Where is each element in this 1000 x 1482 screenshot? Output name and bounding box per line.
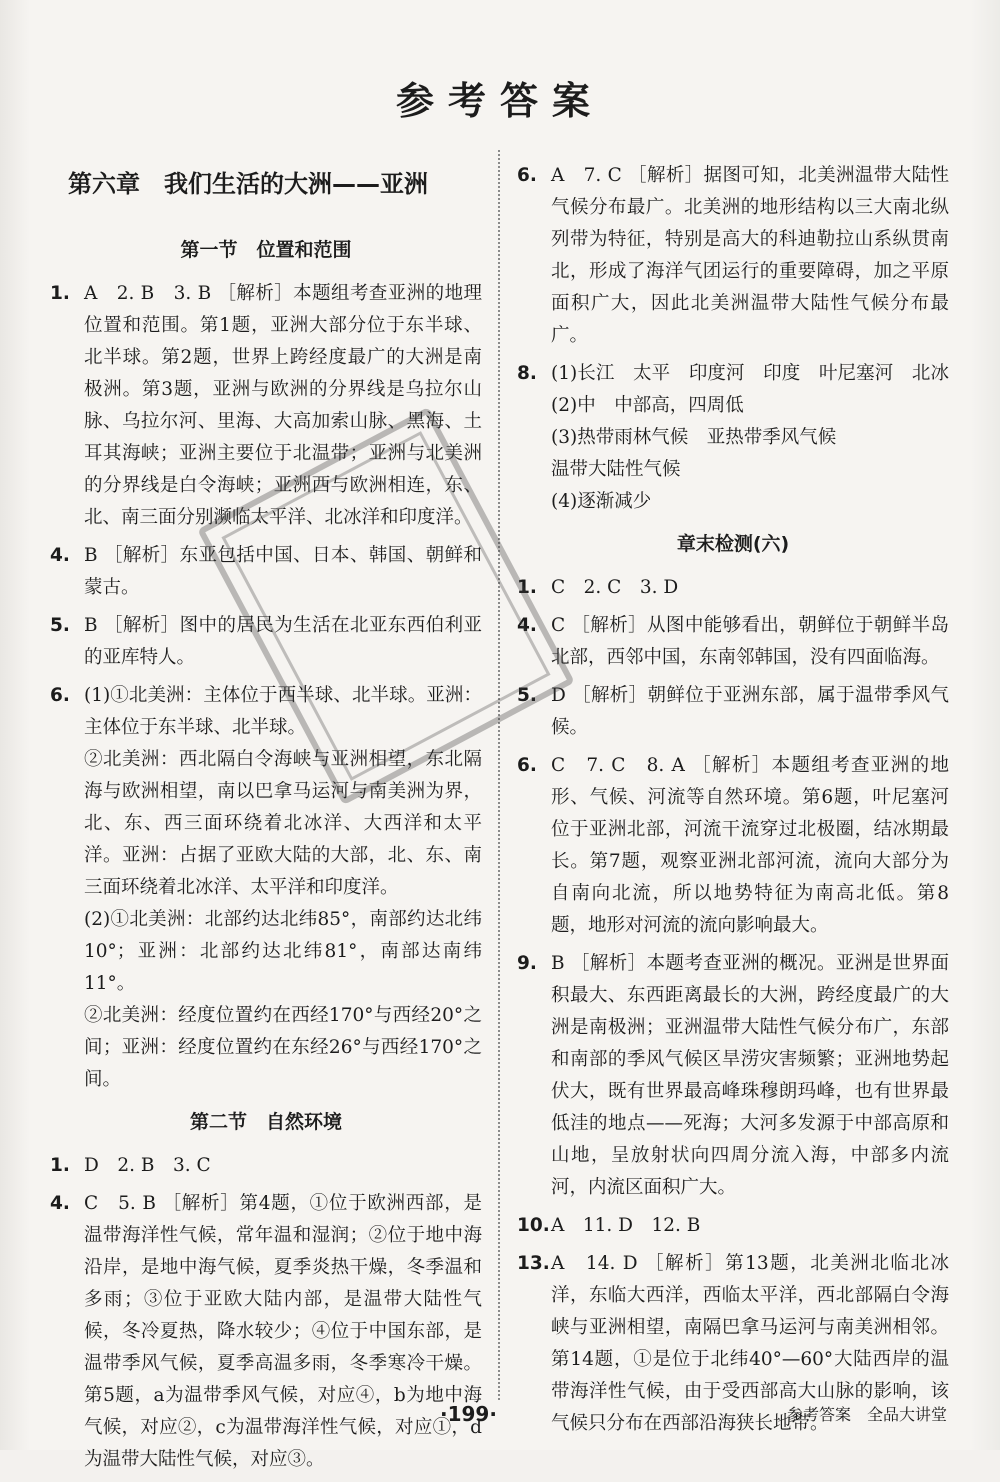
answer-number: 4. [50, 1193, 70, 1214]
answer-text: A 14. D ［解析］第13题，北美洲北临北冰洋，东临大西洋，西临太平洋，西北部隔白令海峡与亚洲相望，南隔巴拿马运河与南美洲相邻。第14题，①是位于北纬40°—60°大陆西岸的温带海洋性气候，由于受西部高大山脉的影响，该气候只分布在西部沿海狭长地带。 [551, 1253, 949, 1434]
answer-number: 1. [50, 283, 70, 304]
answer-text: B ［解析］东亚包括中国、日本、韩国、朝鲜和蒙古。 [84, 545, 482, 598]
answer-item [50, 1150, 482, 1182]
answer-text: (4)逐渐减少 [551, 491, 652, 512]
answer-number: 13. [517, 1253, 550, 1274]
answer-number: 10. [517, 1215, 550, 1236]
chapter-heading: 第六章 我们生活的大洲——亚洲 [68, 170, 428, 198]
answer-text: (3)热带雨林气候 亚热带季风气候 [551, 427, 837, 448]
answer-number: 1. [517, 577, 537, 598]
section-heading-2: 第二节 自然环境 [189, 1111, 342, 1133]
footer-label: 参考答案 全品大讲堂 [787, 1405, 948, 1424]
answer-text: C 5. B ［解析］第4题，①位于欧洲西部，是温带海洋性气候，常年温和湿润；②位于地中海沿岸，是地中海气候，夏季炎热干燥，冬季温和多雨；③位于亚欧大陆内部，是温带大陆性气候，冬冷夏热，降水较少；④位于中国东部，是温带季风气候，夏季高温多雨，冬季寒冷干燥。第5题，a为温带季风气候，对应④，b为地中海气候，对应②，c为温带海洋性气候，对应①，d为温带大陆性气候，对应③。 [84, 1193, 482, 1470]
section-heading-1: 第一节 位置和范围 [180, 239, 352, 261]
answer-item [517, 572, 949, 604]
answer-text: 温带大陆性气候 [551, 459, 681, 480]
answer-text: C ［解析］从图中能够看出，朝鲜位于朝鲜半岛北部，西邻中国，东南邻韩国，没有四面临海。 [551, 615, 949, 668]
answer-text: A 11. D 12. B [551, 1215, 701, 1236]
answer-number: 6. [50, 685, 70, 706]
answer-number: 9. [517, 953, 537, 974]
answer-number: 4. [50, 545, 70, 566]
answer-number: 5. [517, 685, 537, 706]
right-column [517, 160, 968, 1446]
continued-answers [517, 160, 968, 518]
answer-text: ②北美洲：经度位置约在西经170°与西经20°之间；亚洲：经度位置约在东经26°与西经170°之间。 [84, 1005, 482, 1090]
answer-text: (2)①北美洲：北部约达北纬85°，南部约达北纬10°；亚洲：北部约达北纬81°，南部达南纬11°。 [84, 909, 482, 994]
answer-item [517, 750, 949, 942]
answer-item [517, 610, 949, 674]
answer-item [517, 680, 949, 744]
left-column [50, 160, 482, 1482]
answer-number: 6. [517, 165, 537, 186]
answer-text: (1)①北美洲：主体位于西半球、北半球。亚洲：主体位于东半球、北半球。 [84, 685, 482, 738]
answer-text: B ［解析］本题考查亚洲的概况。亚洲是世界面积最大、东西距离最长的大洲，跨经度最广的大洲是南极洲；亚洲温带大陆性气候分布广，东部和南部的季风气候区旱涝灾害频繁；亚洲地势起伏大，既有世界最高峰珠穆朗玛峰，也有世界最低洼的地点——死海；大河多发源于中部高原和山地，呈放射状向四周分流入海，中部多内流河，内流区面积广大。 [551, 953, 949, 1198]
answer-number: 8. [517, 363, 537, 384]
answer-item [517, 160, 949, 352]
answer-item [517, 358, 968, 518]
answer-item [517, 948, 949, 1204]
answer-text: (1)长江 太平 印度河 印度 叶尼塞河 北冰 (2)中 中部高，四周低 [551, 363, 968, 416]
page-number: ·199· [440, 1402, 497, 1426]
answer-number: 1. [50, 1155, 70, 1176]
answer-number: 6. [517, 755, 537, 776]
answer-number: 5. [50, 615, 70, 636]
answer-text: D 2. B 3. C [84, 1155, 211, 1176]
answer-text: B ［解析］图中的居民为生活在北亚东西伯利亚的亚库特人。 [84, 615, 482, 668]
page-title: 参考答案 [395, 79, 604, 123]
answer-text: ②北美洲：西北隔白令海峡与亚洲相望，东北隔海与欧洲相望，南以巴拿马运河与南美洲为界，北、东、西三面环绕着北冰洋、大西洋和太平洋。亚洲：占据了亚欧大陆的大部，北、东、南三面环绕着北冰洋、太平洋和印度洋。 [84, 749, 482, 898]
answer-text: D ［解析］朝鲜位于亚洲东部，属于温带季风气候。 [551, 685, 949, 738]
answer-text: C 2. C 3. D [551, 577, 679, 598]
answer-text: A 7. C ［解析］据图可知，北美洲温带大陆性气候分布最广。北美洲的地形结构以三大南北纵列带为特征，特别是高大的科迪勒拉山系纵贯南北，形成了海洋气团运行的重要障碍，加之平原面积广大，因此北美洲温带大陆性气候分布最广。 [551, 165, 949, 346]
section-heading-3: 章末检测(六) [676, 533, 790, 555]
answer-number: 4. [517, 615, 537, 636]
answer-item [517, 1210, 949, 1242]
column-divider [498, 150, 500, 1400]
answer-text: A 2. B 3. B ［解析］本题组考查亚洲的地理位置和范围。第1题，亚洲大部分位于东半球、北半球。第2题，世界上跨经度最广的大洲是南极洲。第3题，亚洲与欧洲的分界线是乌拉尔山脉、乌拉尔河、里海、大高加索山脉、黑海、土耳其海峡；亚洲主要位于北温带；亚洲与北美洲的分界线是白令海峡；亚洲西与欧洲相连，东、北、南三面分别濒临太平洋、北冰洋和印度洋。 [84, 283, 482, 528]
answer-text: C 7. C 8. A ［解析］本题组考查亚洲的地形、气候、河流等自然环境。第6题，叶尼塞河位于亚洲北部，河流干流穿过北极圈，结冰期最长。第7题，观察亚洲北部河流，流向大部分为自南向北流，所以地势特征为南高北低。第8题，地形对河流的流向影响最大。 [551, 755, 949, 936]
chapter-test-answers [517, 572, 949, 1440]
page-footer [0, 1402, 1000, 1442]
